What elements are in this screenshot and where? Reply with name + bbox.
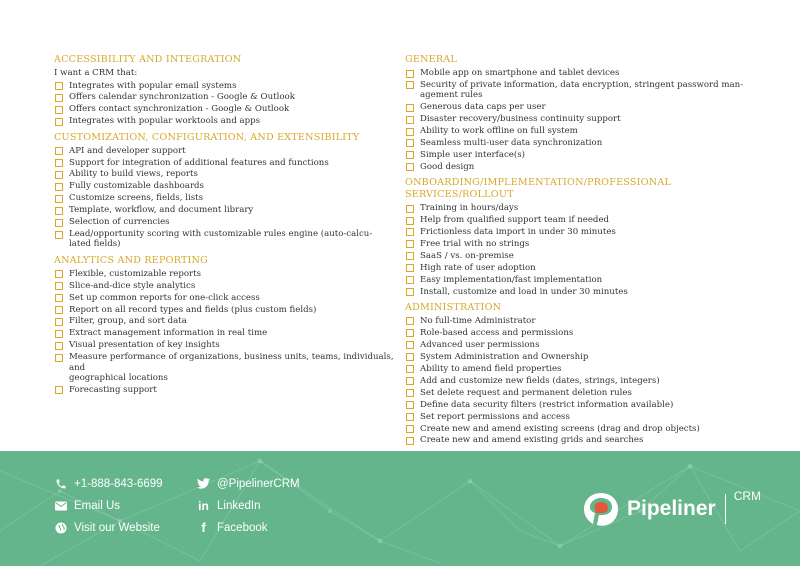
checkbox[interactable] bbox=[406, 329, 414, 337]
checklist-item: Visual presentation of key insights bbox=[54, 340, 394, 350]
checklist-item: Template, workflow, and document library bbox=[54, 205, 394, 215]
checkbox[interactable] bbox=[55, 207, 63, 215]
footer bbox=[0, 451, 800, 566]
checklist-item: Security of private information, data encryption, stringent password man- agement rules bbox=[405, 80, 750, 100]
checkbox[interactable] bbox=[406, 437, 414, 445]
checklist bbox=[54, 269, 394, 395]
checklist-item: Frictionless data import in under 30 minutes bbox=[405, 227, 750, 237]
checkbox[interactable] bbox=[55, 306, 63, 314]
twitter-handle: @PipelinerCRM bbox=[217, 477, 300, 490]
checklist-item: Good design bbox=[405, 162, 750, 172]
checkbox[interactable] bbox=[406, 228, 414, 236]
section-administration bbox=[405, 302, 750, 446]
section-title: GENERAL bbox=[405, 54, 457, 65]
checklist-item: Ability to build views, reports bbox=[54, 169, 394, 179]
envelope-icon bbox=[54, 499, 67, 512]
checklist-item: Report on all record types and fields (plus custom fields) bbox=[54, 305, 394, 315]
checkbox[interactable] bbox=[406, 341, 414, 349]
left-column bbox=[54, 54, 394, 400]
checklist-item: Seamless multi-user data synchronization bbox=[405, 138, 750, 148]
checklist-item: Forecasting support bbox=[54, 385, 394, 395]
section-title: ONBOARDING/IMPLEMENTATION/PROFESSIONAL SERVICES/ROLLOUT bbox=[405, 177, 672, 201]
checkbox[interactable] bbox=[406, 317, 414, 325]
product-name: CRM bbox=[733, 489, 762, 503]
section-analytics bbox=[54, 255, 394, 395]
section-title: CUSTOMIZATION, CONFIGURATION, AND EXTENSIBILITY bbox=[54, 131, 360, 143]
checkbox[interactable] bbox=[406, 70, 414, 78]
checklist bbox=[54, 146, 394, 250]
checklist-item: Mobile app on smartphone and tablet devices bbox=[405, 68, 750, 78]
facebook-label: Facebook bbox=[217, 521, 268, 534]
checkbox[interactable] bbox=[406, 264, 414, 272]
checklist-item: Free trial with no strings bbox=[405, 239, 750, 249]
checkbox[interactable] bbox=[55, 171, 63, 179]
checkbox[interactable] bbox=[55, 342, 63, 350]
checklist-item: Training in hours/days bbox=[405, 203, 750, 213]
checkbox[interactable] bbox=[406, 413, 414, 421]
checkbox[interactable] bbox=[406, 217, 414, 225]
checkbox[interactable] bbox=[406, 425, 414, 433]
section-accessibility bbox=[54, 54, 394, 127]
checklist-item: API and developer support bbox=[54, 146, 394, 156]
checkbox[interactable] bbox=[406, 139, 414, 147]
checklist-item: Measure performance of organizations, business units, teams, individuals, and geographical locations bbox=[54, 352, 394, 383]
twitter-link[interactable] bbox=[197, 477, 300, 490]
email-link[interactable] bbox=[54, 499, 120, 512]
pipeliner-logo[interactable] bbox=[581, 491, 761, 527]
checkbox[interactable] bbox=[406, 288, 414, 296]
checklist bbox=[405, 316, 750, 446]
checklist-item: Offers contact synchronization - Google & Outlook bbox=[54, 104, 394, 114]
checklist-item: Create new and amend existing screens (drag and drop objects) bbox=[405, 424, 750, 434]
checklist-item: Role-based access and permissions bbox=[405, 328, 750, 338]
checkbox[interactable] bbox=[406, 81, 414, 89]
section-title: ACCESSIBILITY AND INTEGRATION bbox=[54, 54, 242, 65]
checkbox[interactable] bbox=[406, 353, 414, 361]
checkbox[interactable] bbox=[55, 354, 63, 362]
checklist-item: Easy implementation/fast implementation bbox=[405, 275, 750, 285]
linkedin-label: LinkedIn bbox=[217, 499, 261, 512]
checklist-item: Fully customizable dashboards bbox=[54, 181, 394, 191]
checklist bbox=[54, 81, 394, 127]
checkbox[interactable] bbox=[55, 106, 63, 114]
checkbox[interactable] bbox=[406, 163, 414, 171]
checkbox[interactable] bbox=[55, 282, 63, 290]
linkedin-icon: in bbox=[198, 498, 209, 513]
phone-number: +1-888-843-6699 bbox=[74, 477, 163, 490]
section-general bbox=[405, 54, 750, 172]
phone-link[interactable] bbox=[54, 477, 163, 490]
checklist-item: Create new and amend existing grids and searches bbox=[405, 435, 750, 445]
checklist-item: Offers calendar synchronization - Google & Outlook bbox=[54, 92, 394, 102]
section-title: ADMINISTRATION bbox=[405, 301, 502, 313]
brand-name: Pipeliner bbox=[627, 497, 716, 520]
email-label: Email Us bbox=[74, 499, 121, 512]
checklist-item: Help from qualified support team if needed bbox=[405, 215, 750, 225]
checklist-item: Install, customize and load in under 30 minutes bbox=[405, 287, 750, 297]
website-label: Visit our Website bbox=[74, 521, 160, 534]
checklist-item: Add and customize new fields (dates, strings, integers) bbox=[405, 376, 750, 386]
checkbox[interactable] bbox=[55, 318, 63, 326]
checklist-item: Extract management information in real time bbox=[54, 328, 394, 338]
checkbox[interactable] bbox=[406, 401, 414, 409]
checklist bbox=[405, 68, 750, 172]
checklist-item: Ability to amend field properties bbox=[405, 364, 750, 374]
section-intro: I want a CRM that: bbox=[54, 68, 138, 78]
checkbox[interactable] bbox=[406, 104, 414, 112]
checklist-item: SaaS / vs. on-premise bbox=[405, 251, 750, 261]
checkbox[interactable] bbox=[406, 205, 414, 213]
website-link[interactable] bbox=[54, 521, 160, 534]
checklist-item: High rate of user adoption bbox=[405, 263, 750, 273]
globe-icon bbox=[54, 521, 67, 534]
checkbox[interactable] bbox=[55, 118, 63, 126]
checkbox[interactable] bbox=[55, 231, 63, 239]
checklist-item: No full-time Administrator bbox=[405, 316, 750, 326]
checkbox[interactable] bbox=[55, 82, 63, 90]
checklist-item: Ability to work offline on full system bbox=[405, 126, 750, 136]
twitter-icon bbox=[197, 477, 210, 490]
checklist-item: Integrates with popular email systems bbox=[54, 81, 394, 91]
checklist-item: Define data security filters (restrict information available) bbox=[405, 400, 750, 410]
checklist-item: Slice-and-dice style analytics bbox=[54, 281, 394, 291]
checklist-item: System Administration and Ownership bbox=[405, 352, 750, 362]
checkbox[interactable] bbox=[406, 365, 414, 373]
checklist-item: Flexible, customizable reports bbox=[54, 269, 394, 279]
checkbox[interactable] bbox=[55, 147, 63, 155]
checkbox[interactable] bbox=[55, 270, 63, 278]
checklist bbox=[405, 203, 750, 297]
checklist-item: Selection of currencies bbox=[54, 217, 394, 227]
checkbox[interactable] bbox=[55, 183, 63, 191]
checklist-item: Simple user interface(s) bbox=[405, 150, 750, 160]
checklist-item: Set up common reports for one-click access bbox=[54, 293, 394, 303]
checklist-item: Set report permissions and access bbox=[405, 412, 750, 422]
checklist-item: Advanced user permissions bbox=[405, 340, 750, 350]
checklist-item: Support for integration of additional features and functions bbox=[54, 158, 394, 168]
checkbox[interactable] bbox=[55, 94, 63, 102]
phone-icon bbox=[54, 477, 67, 490]
linkedin-link[interactable] bbox=[197, 499, 260, 512]
checkbox[interactable] bbox=[406, 377, 414, 385]
checkbox[interactable] bbox=[55, 219, 63, 227]
checkbox[interactable] bbox=[55, 330, 63, 338]
checklist-item: Generous data caps per user bbox=[405, 102, 750, 112]
checkbox[interactable] bbox=[406, 128, 414, 136]
checklist-item: Lead/opportunity scoring with customizable rules engine (auto-calcu- lated fields) bbox=[54, 229, 394, 249]
checkbox[interactable] bbox=[406, 252, 414, 260]
checkbox[interactable] bbox=[406, 389, 414, 397]
checklist-item: Set delete request and permanent deletion rules bbox=[405, 388, 750, 398]
checkbox[interactable] bbox=[55, 386, 63, 394]
checkbox[interactable] bbox=[55, 294, 63, 302]
checklist-item: Filter, group, and sort data bbox=[54, 316, 394, 326]
checklist-item: Integrates with popular worktools and apps bbox=[54, 116, 394, 126]
checklist-item: Disaster recovery/business continuity support bbox=[405, 114, 750, 124]
facebook-icon: f bbox=[201, 520, 206, 535]
right-column bbox=[405, 54, 750, 451]
checkbox[interactable] bbox=[406, 116, 414, 124]
section-title: ANALYTICS AND REPORTING bbox=[54, 254, 209, 266]
checkbox[interactable] bbox=[406, 240, 414, 248]
section-onboarding bbox=[405, 177, 750, 297]
logo-divider bbox=[725, 494, 726, 524]
checkbox[interactable] bbox=[406, 276, 414, 284]
checkbox[interactable] bbox=[55, 195, 63, 203]
section-customization bbox=[54, 132, 394, 250]
pipeliner-mark-icon bbox=[581, 491, 621, 527]
facebook-link[interactable] bbox=[197, 521, 268, 534]
checkbox[interactable] bbox=[55, 159, 63, 167]
checklist-item: Customize screens, fields, lists bbox=[54, 193, 394, 203]
checkbox[interactable] bbox=[406, 151, 414, 159]
